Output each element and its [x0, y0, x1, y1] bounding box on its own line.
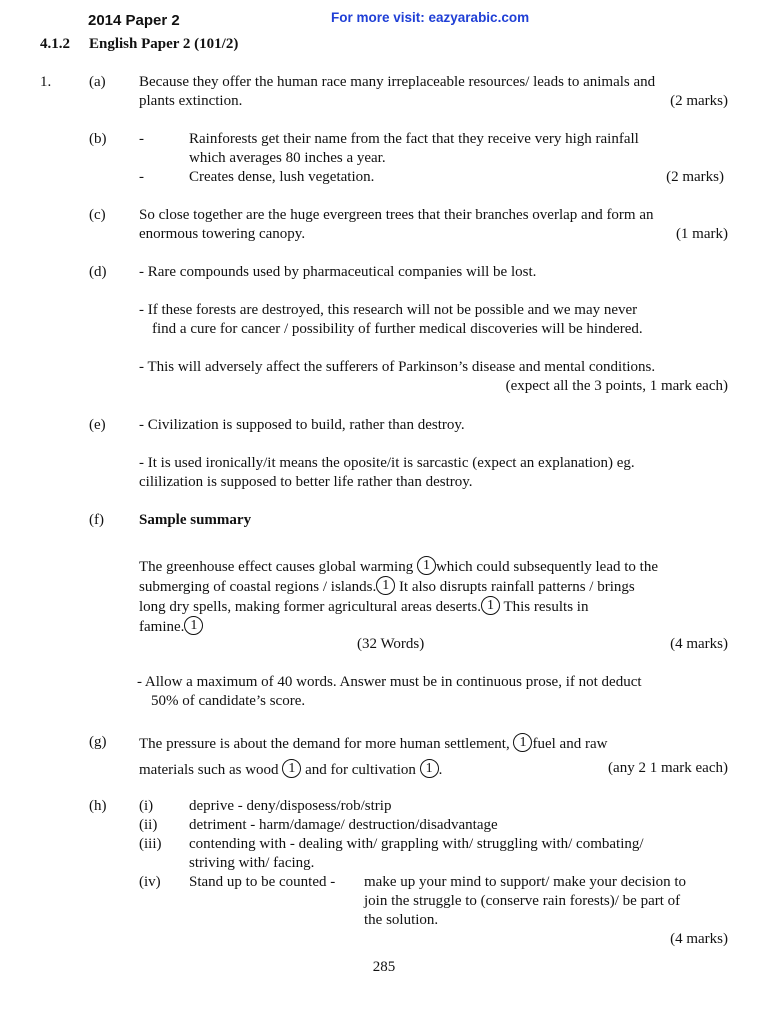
part-h-item-num: (iii) [139, 836, 162, 852]
part-a-line1: Because they offer the human race many irreplaceable resources/ leads to animals and [139, 74, 656, 90]
part-f-marks: (4 marks) [670, 636, 728, 652]
part-h-item-text: contending with - dealing with/ grappling with/ struggling with/ combating/ [189, 836, 644, 852]
part-b-p2: Creates dense, lush vegetation. [189, 169, 375, 185]
summary-line-3 [139, 596, 588, 617]
summary-line-4 [139, 616, 203, 637]
section-title: English Paper 2 (101/2) [89, 36, 239, 52]
part-b-p1-line1: Rainforests get their name from the fact that they receive very high rainfall [189, 131, 639, 147]
section-number: 4.1.2 [40, 36, 70, 52]
part-g-text-2: fuel and raw [532, 736, 608, 752]
part-e-p1: - Civilization is supposed to build, rather than destroy. [139, 417, 465, 433]
part-h-item-num: (ii) [139, 817, 158, 833]
visit-link[interactable]: For more visit: eazyarabic.com [331, 10, 530, 25]
part-h-item-text: the solution. [364, 912, 439, 928]
paper-title: 2014 Paper 2 [88, 12, 180, 29]
part-d-p3: - This will adversely affect the sufferers of Parkinson’s disease and mental conditions. [139, 359, 656, 375]
summary-text-1: The greenhouse effect causes global warming [139, 559, 417, 575]
summary-text-7: famine. [139, 619, 185, 635]
part-b-marks: (2 marks) [666, 169, 724, 185]
part-a-marks: (2 marks) [670, 93, 728, 109]
part-h-item-text: join the struggle to (conserve rain forests)/ be part of [364, 893, 681, 909]
mark-circle: 1 [481, 596, 500, 615]
part-f-heading: Sample summary [139, 512, 252, 528]
summary-text-4: It also disrupts rainfall patterns / brings [395, 579, 635, 595]
part-d-label: (d) [89, 264, 107, 280]
part-h-item-text: deprive - deny/disposess/rob/strip [189, 798, 392, 814]
summary-text-5: long dry spells, making former agricultural areas deserts. [139, 599, 481, 615]
part-b-dash-2: - [139, 169, 144, 185]
part-g-text-4: and for cultivation [301, 762, 420, 778]
part-a-line2: plants extinction. [139, 93, 243, 109]
part-c-label: (c) [89, 207, 106, 223]
mark-circle: 1 [282, 759, 301, 778]
part-g-line1 [139, 733, 607, 754]
part-f-label: (f) [89, 512, 104, 528]
part-e-p2-line1: - It is used ironically/it means the oposite/it is sarcastic (expect an explanation) eg. [139, 455, 635, 471]
summary-text-2: which could subsequently lead to the [435, 559, 658, 575]
part-h-label: (h) [89, 798, 107, 814]
question-number: 1. [40, 74, 52, 90]
part-f-rule-line2: 50% of candidate’s score. [151, 693, 306, 709]
mark-circle: 1 [376, 576, 395, 595]
mark-circle: 1 [417, 556, 436, 575]
part-b-label: (b) [89, 131, 107, 147]
part-h-item-num: (iv) [139, 874, 161, 890]
part-c-line2: enormous towering canopy. [139, 226, 306, 242]
summary-text-6: This results in [499, 599, 589, 615]
part-g-marks: (any 2 1 mark each) [608, 760, 728, 776]
part-c-line1: So close together are the huge evergreen trees that their branches overlap and form an [139, 207, 654, 223]
part-c-marks: (1 mark) [675, 226, 728, 242]
part-h-marks: (4 marks) [670, 931, 728, 947]
part-e-p2-line2: cililization is supposed to better life rather than destroy. [139, 474, 473, 490]
part-h-item-num: (i) [139, 798, 154, 814]
part-b-dash-1: - [139, 131, 144, 147]
part-d-p1: - Rare compounds used by pharmaceutical companies will be lost. [139, 264, 537, 280]
mark-circle: 1 [513, 733, 532, 752]
part-h-item-text: detriment - harm/damage/ destruction/disadvantage [189, 817, 498, 833]
mark-circle: 1 [184, 616, 203, 635]
summary-line-2 [139, 576, 635, 597]
part-g-text-1: The pressure is about the demand for more human settlement, [139, 736, 514, 752]
part-g-line2 [139, 759, 442, 780]
part-g-text-3: materials such as wood [139, 762, 283, 778]
part-b-p1-line2: which averages 80 inches a year. [189, 150, 386, 166]
part-d-p2-line2: find a cure for cancer / possibility of further medical discoveries will be hindered. [152, 321, 643, 337]
part-h-item-text: striving with/ facing. [189, 855, 315, 871]
part-g-label: (g) [89, 734, 107, 750]
part-h-item-term: Stand up to be counted - [189, 874, 336, 890]
mark-circle: 1 [420, 759, 439, 778]
part-h-item-text: make up your mind to support/ make your decision to [364, 874, 687, 890]
page-number: 285 [372, 959, 396, 975]
summary-word-count: (32 Words) [357, 636, 425, 652]
part-d-p2-line1: - If these forests are destroyed, this research will not be possible and we may never [139, 302, 638, 318]
part-a-label: (a) [89, 74, 106, 90]
part-f-rule-line1: - Allow a maximum of 40 words. Answer must be in continuous prose, if not deduct [137, 674, 642, 690]
summary-text-3: submerging of coastal regions / islands. [139, 579, 377, 595]
part-d-note: (expect all the 3 points, 1 mark each) [505, 378, 728, 394]
part-g-text-5: . [438, 762, 443, 778]
part-e-label: (e) [89, 417, 106, 433]
summary-line-1 [139, 556, 658, 577]
